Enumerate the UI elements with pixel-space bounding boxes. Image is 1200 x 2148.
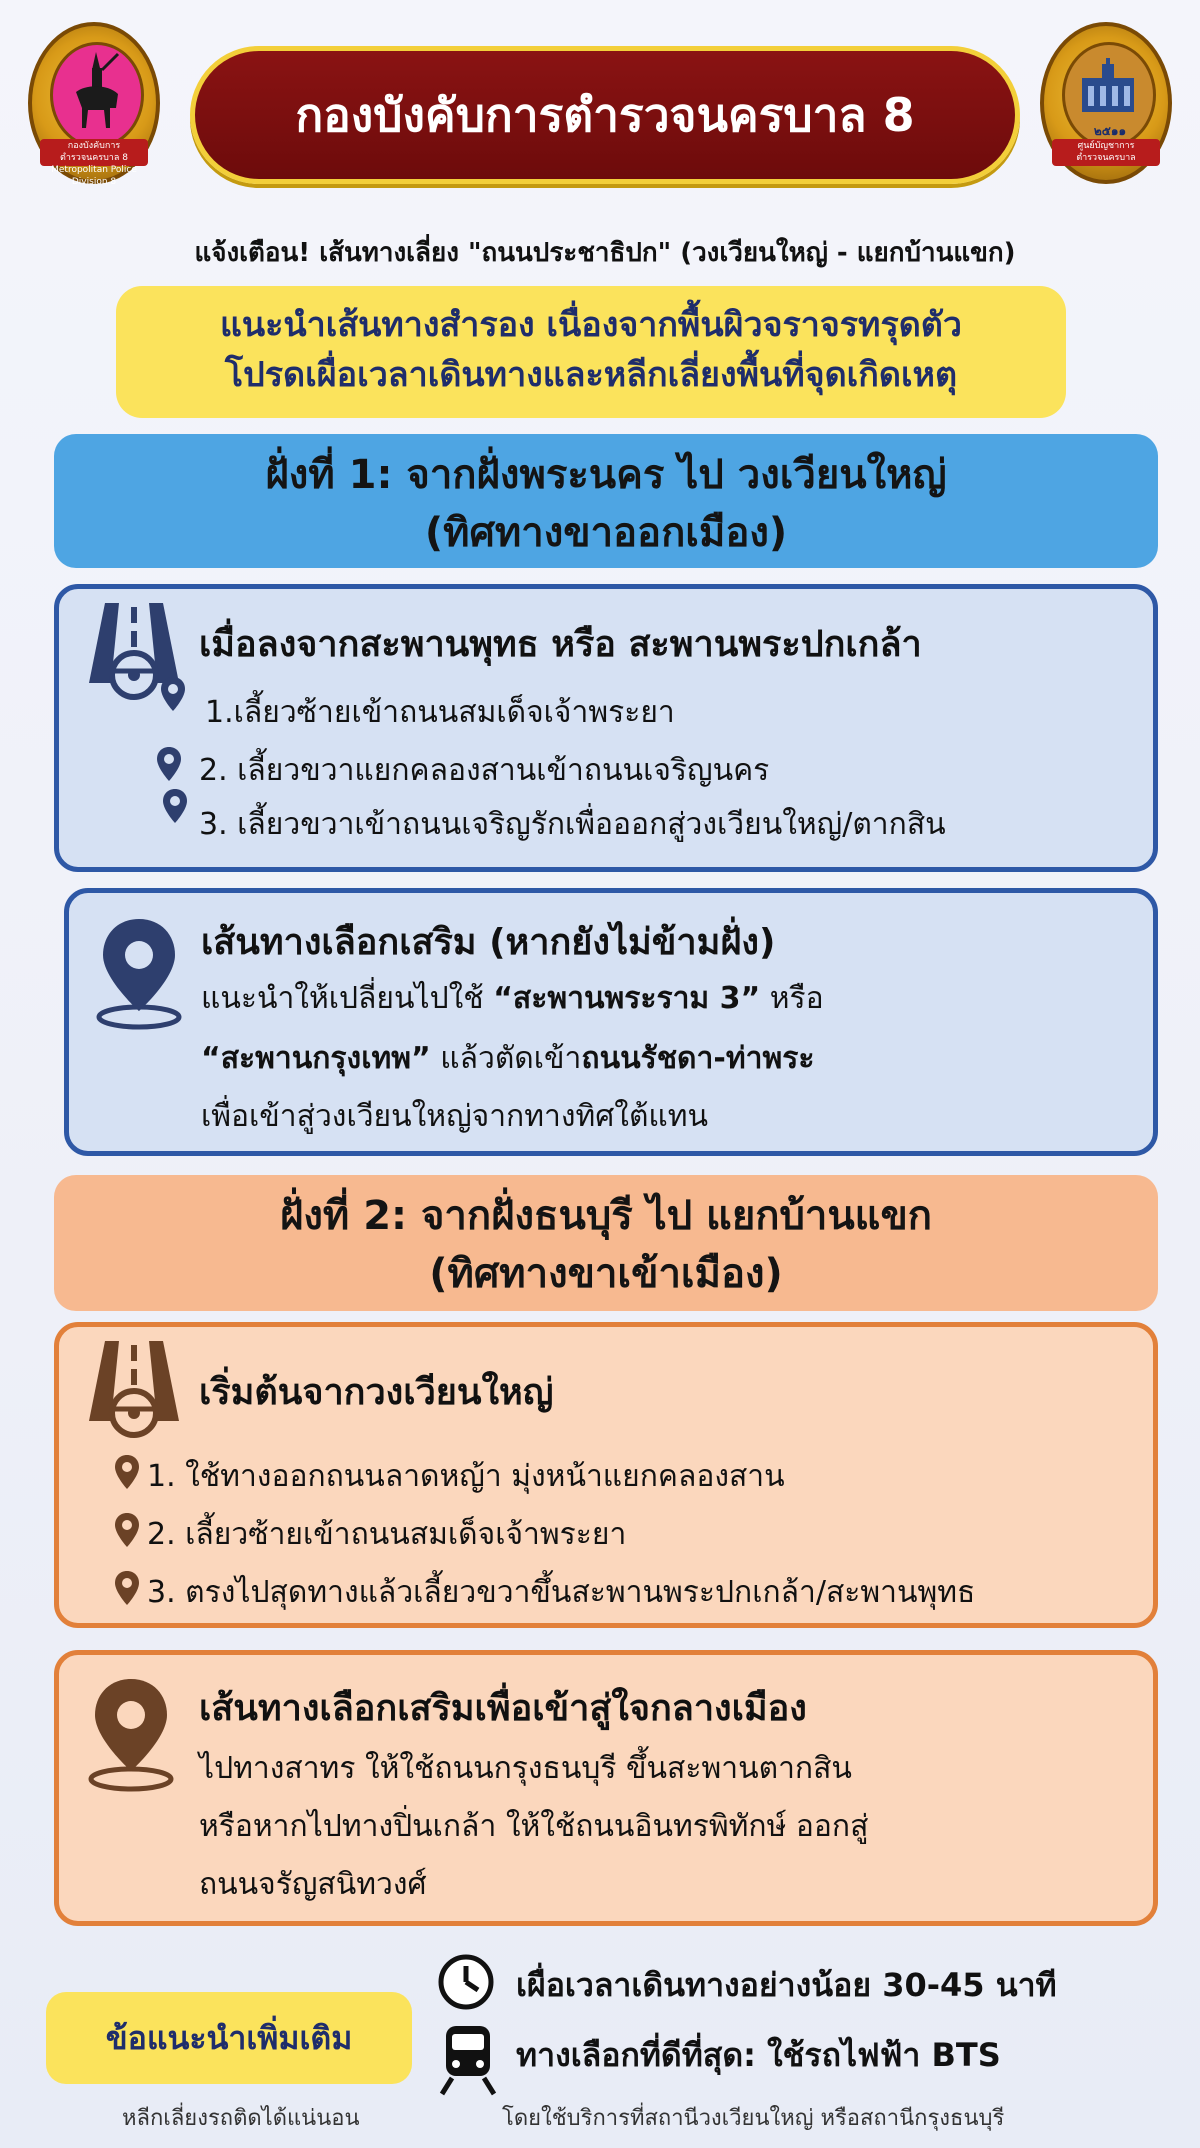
route-step: 1. ใช้ทางออกถนนลาดหญ้า มุ่งหน้าแยกคลองสาน <box>147 1459 785 1494</box>
logo-caption: กองบังคับการตำรวจนครบาล 8 Metropolitan Police Division 8 <box>40 139 148 166</box>
side1-alt-card <box>64 888 1158 1156</box>
side2-alt-card <box>54 1650 1158 1926</box>
alt-text: แนะนำให้เปลี่ยนไปใช้ <box>201 981 494 1016</box>
side1-alt-heading: เส้นทางเลือกเสริม (หากยังไม่ข้ามฝั่ง) <box>201 922 776 963</box>
tip-label: ข้อแนะนำเพิ่มเติม <box>46 1992 412 2084</box>
side1-subtitle: (ทิศทางขาออกเมือง) <box>424 510 788 556</box>
side2-subtitle: (ทิศทางขาเข้าเมือง) <box>429 1251 783 1297</box>
route-step: 3. ตรงไปสุดทางแล้วเลี้ยวขวาขึ้นสะพานพระปกเกล้า/สะพานพุทธ <box>147 1575 976 1610</box>
route-step: 2. เลี้ยวขวาแยกคลองสานเข้าถนนเจริญนคร <box>199 753 770 788</box>
footer-note: โดยใช้บริการที่สถานีวงเวียนใหญ่ หรือสถานีกรุงธนบุรี <box>502 2106 1005 2131</box>
horse-rider-icon <box>66 48 126 140</box>
side2-title: ฝั่งที่ 2: จากฝั่งธนบุรี ไป แยกบ้านแขก <box>279 1193 933 1239</box>
map-pin-icon <box>163 789 187 823</box>
alt-text: หรือ <box>760 981 824 1016</box>
notice-box <box>116 286 1066 418</box>
route-step: 3. เลี้ยวขวาเข้าถนนเจริญรักเพื่อออกสู่วงเวียนใหญ่/ตากสิน <box>199 807 946 842</box>
map-pin-icon <box>115 1455 139 1489</box>
side1-title: ฝั่งที่ 1: จากฝั่งพระนคร ไป วงเวียนใหญ่ <box>265 452 947 498</box>
alt-line: เพื่อเข้าสู่วงเวียนใหญ่จากทางทิศใต้แทน <box>201 1099 709 1134</box>
side1-header <box>54 434 1158 568</box>
notice-line: โปรดเผื่อเวลาเดินทางและหลีกเลี่ยงพื้นที่จุดเกิดเหตุ <box>224 355 958 395</box>
notice-line: แนะนำเส้นทางสำรอง เนื่องจากพื้นผิวจราจรทรุดตัว <box>220 305 962 345</box>
alt-line <box>201 1035 814 1082</box>
page-title: กองบังคับการตำรวจนครบาล 8 <box>190 46 1020 184</box>
side2-alt-heading: เส้นทางเลือกเสริมเพื่อเข้าสู่ใจกลางเมือง <box>199 1688 807 1729</box>
warning-text: แจ้งเตือน! เส้นทางเลี่ยง "ถนนประชาธิปก" (วงเวียนใหญ่ - แยกบ้านแขก) <box>194 238 1016 268</box>
alt-line <box>201 975 824 1022</box>
logo-caption: ศูนย์บัญชาการ ตำรวจนครบาล <box>1052 139 1160 166</box>
alt-line: ถนนจรัญสนิทวงศ์ <box>199 1867 427 1902</box>
train-icon <box>438 2022 498 2096</box>
building-icon <box>1072 56 1144 120</box>
alt-line: ไปทางสาทร ให้ใช้ถนนกรุงธนบุรี ขึ้นสะพานตากสิน <box>199 1751 852 1786</box>
map-pin-icon <box>115 1571 139 1605</box>
map-pin-icon <box>115 1513 139 1547</box>
alt-text: แล้วตัดเข้า <box>430 1041 582 1076</box>
bridge-name: “สะพานพระราม 3” <box>493 981 761 1016</box>
side2-header <box>54 1175 1158 1311</box>
side1-route-heading: เมื่อลงจากสะพานพุทธ หรือ สะพานพระปกเกล้า <box>199 624 922 665</box>
bridge-name: “สะพานกรุงเทพ” <box>201 1041 431 1076</box>
map-pin-icon <box>157 747 181 781</box>
road-name: ถนนรัชดา-ท่าพระ <box>581 1041 815 1076</box>
side2-route-card <box>54 1322 1158 1628</box>
map-pin-icon <box>161 677 185 711</box>
clock-icon <box>436 1952 496 2012</box>
bts-advice: ทางเลือกที่ดีที่สุด: ใช้รถไฟฟ้า BTS <box>516 2036 1001 2074</box>
police-logo-icon <box>28 22 160 187</box>
alt-line: หรือหากไปทางปิ่นเกล้า ให้ใช้ถนนอินทรพิทักษ์ ออกสู่ <box>199 1809 869 1844</box>
location-pin-icon <box>85 1675 177 1793</box>
route-step: 1.เลี้ยวซ้ายเข้าถนนสมเด็จเจ้าพระยา <box>205 695 675 730</box>
route-step: 2. เลี้ยวซ้ายเข้าถนนสมเด็จเจ้าพระยา <box>147 1517 627 1552</box>
road-steering-icon <box>85 1341 183 1441</box>
time-advice: เผื่อเวลาเดินทางอย่างน้อย 30-45 นาที <box>516 1966 1057 2004</box>
side2-route-heading: เริ่มต้นจากวงเวียนใหญ่ <box>199 1372 554 1413</box>
bureau-logo-icon <box>1040 22 1172 184</box>
location-pin-icon <box>93 915 185 1031</box>
footer-note: หลีกเลี่ยงรถติดได้แน่นอน <box>122 2106 360 2131</box>
logo-mark: ๒๕๑๑ <box>1093 124 1127 138</box>
side1-route-card <box>54 584 1158 872</box>
